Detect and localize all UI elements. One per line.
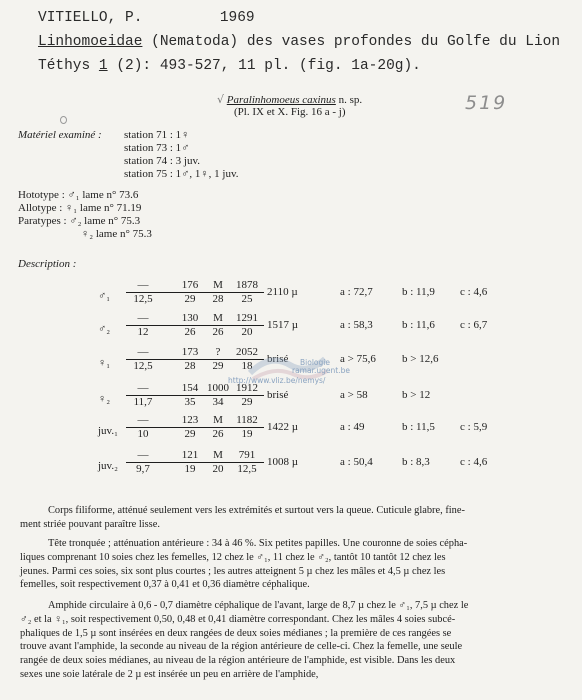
formula-bottom-value: 10: [137, 428, 149, 440]
watermark-url: http://www.vliz.be/nemys/: [228, 376, 326, 385]
formula-top-value: M: [213, 312, 223, 324]
station-line: station 75 : 1♂, 1♀, 1 juv.: [124, 168, 239, 180]
citation-title: (Nematoda) des vases profondes du Golfe du Lion: [142, 34, 561, 50]
text-line: femelles, soit respectivement 0,37 à 0,41 et 0,36 diamètre céphalique.: [20, 579, 310, 591]
formula-bottom-value: 26: [212, 428, 224, 440]
ratio-b: b : 8,3: [402, 456, 430, 468]
description-label: Description :: [18, 258, 77, 270]
holotype-line: Hototype : ♂₁ lame n° 73.6: [18, 189, 139, 201]
ratio-b: b > 12,6: [402, 353, 439, 365]
citation-title-line: [38, 34, 560, 50]
formula-top-value: M: [213, 414, 223, 426]
ratio-c: c : 4,6: [460, 286, 488, 298]
specimen-label: juv.₂: [98, 460, 118, 472]
formula-bottom-value: 9,7: [136, 463, 150, 475]
formula-bottom-value: 29: [241, 396, 253, 408]
text-line: Tête tronquée ; atténuation antérieure : 34 à 46 %. Six petites papilles. Une couronne de soies cépha-: [48, 538, 468, 549]
specimen-label: ♂₂: [98, 323, 111, 335]
formula-bottom-value: 25: [241, 293, 253, 305]
formula-bottom-value: 12,5: [133, 293, 153, 305]
text-line: liques comprenant 10 soies chez les femelles, 12 chez le ♂₁, 11 chez le ♂₂, tantôt 10 tantôt 12 chez les: [20, 551, 446, 563]
formula-top-value: 2052: [236, 346, 258, 358]
formula-bottom-value: 26: [184, 326, 196, 338]
ratio-b: b > 12: [402, 389, 431, 401]
formula-top-value: M: [213, 449, 223, 461]
formula-top-value: 1912: [236, 382, 258, 394]
formula-top-value: —: [137, 279, 149, 291]
ratio-b: b : 11,5: [402, 421, 435, 433]
text-line: jeunes. Parmi ces soies, six sont plus courtes ; les autres atteignent 5 µ chez les mâles et 4,5 µ chez les: [20, 565, 446, 577]
ratio-a: a : 72,7: [340, 286, 373, 298]
formula-bottom-value: 20: [212, 463, 224, 475]
species-name: Paralinhomoeus caxinus: [226, 94, 336, 106]
citation-journal-line: [38, 58, 421, 74]
station-line: station 74 : 3 juv.: [124, 155, 200, 167]
citation-family: Linhomoeidae: [38, 34, 143, 50]
citation-pages: (2): 493-527, 11 pl. (fig. 1a-20g).: [107, 58, 421, 74]
citation-volume: 1: [98, 58, 108, 74]
text-line: ment striée pouvant paraître lisse.: [20, 518, 160, 530]
formula-bottom-value: 19: [241, 428, 253, 440]
formula-top-value: 1878: [236, 279, 258, 291]
watermark-line: Biologie: [300, 358, 330, 367]
specimen-label: ♀₂: [98, 393, 111, 405]
total-length: brisé: [267, 389, 289, 401]
formula-fraction-bar: [126, 427, 264, 428]
formula-fraction-bar: [126, 395, 264, 396]
text-line: rangée de deux soies médianes, au niveau de la région antérieure de l'amphide, est visible. Dans les deux: [20, 655, 456, 667]
material-label: Matériel examiné :: [18, 129, 102, 141]
formula-bottom-value: 28: [212, 293, 224, 305]
formula-bottom-value: 20: [241, 326, 253, 338]
total-length: 1008 µ: [267, 456, 299, 468]
formula-bottom-value: 35: [184, 396, 196, 408]
citation-author: VITIELLO, P.: [38, 10, 143, 26]
formula-top-value: —: [137, 414, 149, 426]
formula-bottom-value: 12: [137, 326, 149, 338]
total-length: 1517 µ: [267, 319, 299, 331]
paragraph-amphid: [20, 599, 568, 682]
formula-bottom-value: 28: [184, 360, 196, 372]
formula-fraction-bar: [126, 359, 264, 360]
formula-top-value: —: [137, 382, 149, 394]
text-line: trouve avant l'amphide, la seconde au niveau de la région antérieure de celle-ci. Chez la femelle, une seule: [20, 641, 463, 653]
paragraph-body: [20, 504, 568, 532]
species-plates: (Pl. IX et X. Fig. 16 a - j): [234, 106, 346, 118]
specimen-label: ♀₁: [98, 357, 111, 369]
formula-top-value: ?: [215, 346, 221, 358]
check-tick-mark: √: [217, 93, 225, 106]
ratio-a: a > 58: [340, 389, 368, 401]
formula-top-value: —: [137, 346, 149, 358]
pencil-page-number: 519: [465, 92, 508, 114]
total-length: brisé: [267, 353, 289, 365]
formula-bottom-value: 29: [184, 293, 196, 305]
formula-top-value: 1291: [236, 312, 258, 324]
specimen-label: ♂₁: [98, 290, 111, 302]
text-line: Amphide circulaire à 0,6 - 0,7 diamètre céphalique de l'avant, large de 8,7 µ chez le ♂₁, 7,5 µ chez le: [48, 600, 469, 611]
specimen-label: juv.₁: [98, 425, 118, 437]
ratio-c: c : 6,7: [460, 319, 488, 331]
type-specimens: [18, 189, 152, 241]
formula-top-value: 130: [181, 312, 199, 324]
citation-journal: Téthys: [38, 58, 99, 74]
formula-top-value: 154: [181, 382, 199, 394]
total-length: 1422 µ: [267, 421, 299, 433]
formula-top-value: 173: [181, 346, 199, 358]
text-line: ♂₂ et la ♀₁, soit respectivement 0,50, 0,48 et 0,41 diamètre correspondant. Chez les mâles 4 soies subcé-: [20, 613, 456, 625]
formula-top-value: —: [137, 449, 149, 461]
small-circle-mark: [60, 116, 67, 124]
formula-bottom-value: 12,5: [133, 360, 153, 372]
formula-bottom-value: 29: [184, 428, 196, 440]
formula-top-value: 791: [238, 449, 256, 461]
formula-bottom-value: 11,7: [133, 396, 153, 408]
formula-top-value: 1000: [207, 382, 229, 394]
ratio-a: a : 58,3: [340, 319, 373, 331]
paratype-line: ♀₂ lame n° 75.3: [81, 228, 152, 240]
ratio-b: b : 11,6: [402, 319, 435, 331]
ratio-c: c : 4,6: [460, 456, 488, 468]
citation-year: 1969: [219, 10, 255, 26]
formula-bottom-value: 19: [184, 463, 196, 475]
ratio-a: a : 50,4: [340, 456, 373, 468]
species-heading: [217, 93, 362, 106]
citation-author-line: [38, 10, 255, 26]
text-line: sexes une soie latérale de 2 µ est insérée un peu en arrière de l'amphide,: [20, 668, 319, 680]
formula-top-value: 123: [181, 414, 199, 426]
formula-top-value: M: [213, 279, 223, 291]
formula-bottom-value: 29: [212, 360, 224, 372]
formula-fraction-bar: [126, 325, 264, 326]
allotype-line: Allotype : ♀₁ lame n° 71.19: [18, 202, 142, 214]
formula-bottom-value: 12,5: [237, 463, 257, 475]
material-stations: [124, 129, 238, 181]
ratio-a: a : 49: [340, 421, 365, 433]
formula-top-value: 121: [181, 449, 199, 461]
paragraph-head: [20, 537, 568, 592]
ratio-a: a > 75,6: [340, 353, 376, 365]
station-line: station 73 : 1♂: [124, 142, 190, 154]
watermark-line: ramar.ugent.be: [292, 366, 350, 375]
formula-bottom-value: 18: [241, 360, 253, 372]
formula-top-value: —: [137, 312, 149, 324]
text-line: Corps filiforme, atténué seulement vers les extrémités et surtout vers la queue. Cuticule glabre, fine-: [48, 505, 465, 516]
ratio-c: c : 5,9: [460, 421, 488, 433]
formula-fraction-bar: [126, 462, 264, 463]
formula-bottom-value: 26: [212, 326, 224, 338]
paratype-line: Paratypes : ♂₂ lame n° 75.3: [18, 215, 141, 227]
formula-top-value: 176: [181, 279, 199, 291]
formula-bottom-value: 34: [212, 396, 224, 408]
ratio-b: b : 11,9: [402, 286, 435, 298]
formula-fraction-bar: [126, 292, 264, 293]
formula-top-value: 1182: [236, 414, 258, 426]
station-line: station 71 : 1♀: [124, 129, 190, 141]
text-line: phaliques de 1,5 µ sont insérées en deux rangées de deux soies médianes ; la première de ces rangées se: [20, 627, 452, 639]
total-length: 2110 µ: [267, 286, 298, 298]
species-suffix: n. sp.: [335, 94, 363, 106]
